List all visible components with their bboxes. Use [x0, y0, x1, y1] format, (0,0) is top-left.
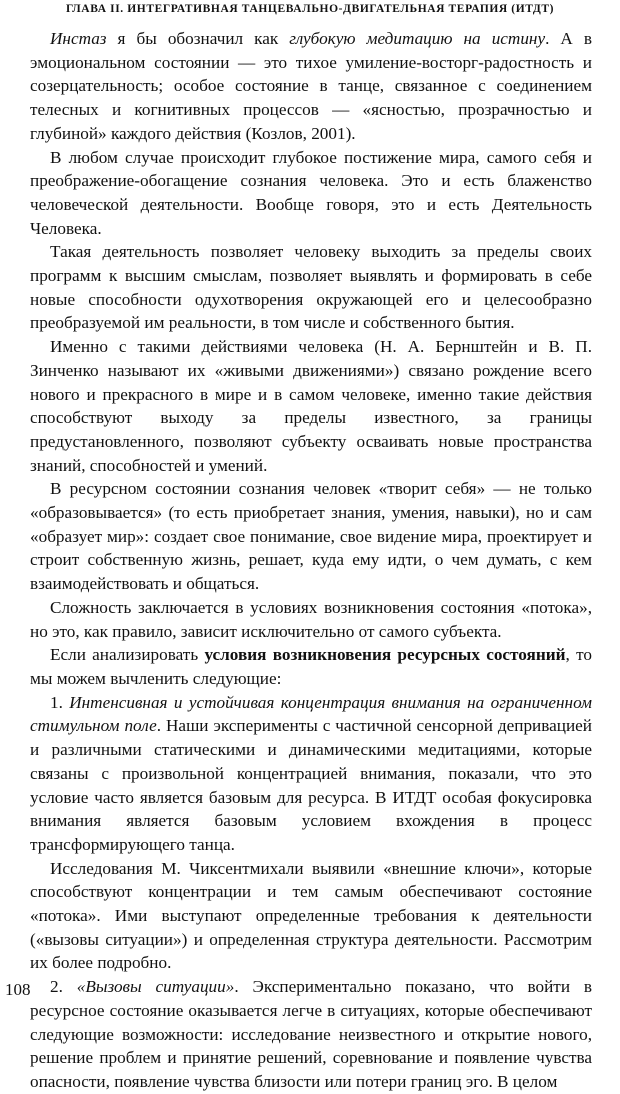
italic-condition-2: «Вызовы ситуации»: [76, 977, 235, 997]
p10-text-c: . Экспериментально показано, что войти в ресурсное состояние оказывается легче в ситуациях, которые обеспечивают следующие возможности: исследование неизвестного и открытие нового, решение проблем и принятие решений, соревнование и появление чувства опасности, появление чувства близости или потери границ эго. В целом: [30, 977, 592, 1091]
paragraph-4: Именно с такими действиями человека (Н. А. Бернштейн и В. П. Зинченко называют их «живыми движениями») связано рождение всего нового и прекрасного в мире и в самом человеке, именно такие действия способствуют выходу за пределы известного, за границы предустановленного, позволяют субъекту осваивать новые пространства знаний, способностей и умений.: [30, 337, 592, 475]
p1-text-d: . А в эмоциональном состоянии — это тихое умиление-восторг-радостность и созерцательность; особое состояние в танце, связанное с соединением телесных и когнитивных процессов — «ясностью, прозрачностью и глубиной» каждого действия (Козлов, 2001).: [30, 29, 592, 143]
italic-condition-1: Интенсивная и устойчивая концентрация внимания на ограниченном стимульном поле: [30, 692, 592, 736]
phrase-deep-meditation: глубокую медитацию на истину: [289, 29, 546, 48]
paragraph-3: Такая деятельность позволяет человеку выходить за пределы своих программ к высшим смыслам, позволяет выявлять и формировать в себе новые способности одухотворения окружающей его и целесообразно преобразуемой им реальности, в том числе и собственного бытия.: [30, 242, 592, 333]
body-text: [30, 27, 592, 1094]
p7-text-c: , то мы можем вычленить следующие:: [30, 645, 592, 688]
running-head: ГЛАВА II. ИНТЕГРАТИВНАЯ ТАНЦЕВАЛЬНО-ДВИГАТЕЛЬНАЯ ТЕРАПИЯ (ИТДТ): [65, 3, 555, 15]
p10-number: 2.: [50, 977, 77, 997]
paragraph-1: [30, 27, 592, 146]
page-number: 108: [5, 980, 31, 999]
bold-resource-conditions: условия возникновения ресурсных состояний: [204, 645, 566, 665]
paragraph-8: [30, 691, 592, 857]
term-instaz: Инстаз: [50, 29, 107, 48]
paragraph-2: В любом случае происходит глубокое постижение мира, самого себя и преображение-обогащение сознания человека. Это и есть блаженство человеческой деятельности. Вообще говоря, это и есть Деятельность Человека.: [30, 147, 592, 238]
p8-number: 1.: [50, 692, 70, 712]
paragraph-7: [30, 643, 592, 690]
paragraph-5: В ресурсном состоянии сознания человек «творит себя» — не только «образовывается» (то есть приобретает знания, умения, навыки), но и сам «образует мир»: создает свое понимание, свое видение мира, проектирует и строит собственную жизнь, решает, куда ему идти, о чем думать, с кем взаимодействовать и общаться.: [30, 479, 592, 594]
p7-text-a: Если анализировать: [50, 645, 205, 665]
paragraph-6: Сложность заключается в условиях возникновения состояния «потока», но это, как правило, зависит исключительно от самого субъекта.: [30, 597, 592, 641]
p8-text-c: . Наши эксперименты с частичной сенсорной депривацией и различными статическими и динамическими медитациями, которые связаны с произвольной концентрацией внимания, показали, что это условие часто является базовым для ресурса. В ИТДТ особая фокусировка внимания является базовым условием вхождения в процесс трансформирующего танца.: [30, 716, 592, 854]
paragraph-9: Исследования М. Чиксентмихали выявили «внешние ключи», которые способствуют концентрации и тем самым обеспечивают состояние «потока». Ими выступают определенные требования к деятельности («вызовы ситуации») и определенная структура деятельности. Рассмотрим их более подробно.: [30, 858, 592, 973]
p1-text-b: я бы обозначил как: [106, 29, 290, 48]
paragraph-10: [30, 975, 592, 1094]
